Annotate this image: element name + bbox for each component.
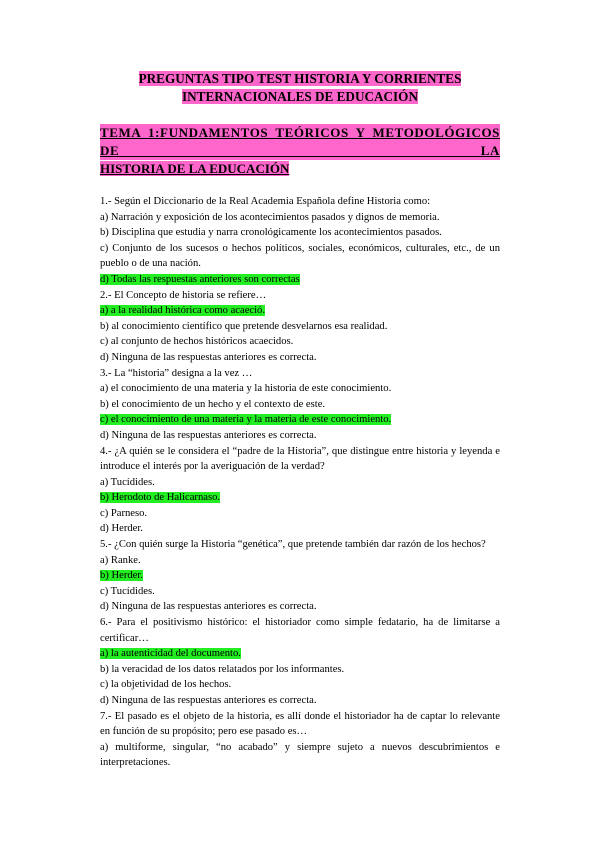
answer-option: a) Ranke. [100,554,141,566]
answer-option: b) al conocimiento científico que pretende desvelarnos esa realidad. [100,320,388,332]
answer-option-correct: d) Todas las respuestas anteriores son correctas [100,273,300,285]
answer-option: c) Tucídides. [100,585,155,597]
answer-option: a) Tucídides. [100,476,155,488]
document-title [100,70,500,106]
answer-option-correct: a) a la realidad histórica como acaeció. [100,305,265,317]
answer-option: c) Conjunto de los sucesos o hechos políticos, sociales, económicos, culturales, etc., de un pueblo o de una nación. [100,242,500,270]
answer-option: c) al conjunto de hechos históricos acaecidos. [100,336,294,348]
title-line-2: INTERNACIONALES DE EDUCACIÓN [182,89,418,104]
answer-option: d) Ninguna de las respuestas anteriores es correcta. [100,695,317,706]
answer-option: d) Ninguna de las respuestas anteriores es correcta. [100,351,317,363]
answer-option: b) la veracidad de los datos relatados por los informantes. [100,663,345,675]
question-list [100,194,500,771]
answer-option: c) Parneso. [100,507,148,519]
answer-option: d) Ninguna de las respuestas anteriores es correcta. [100,601,317,613]
answer-option: a) el conocimiento de una materia y la historia de este conocimiento. [100,383,392,395]
question-text: 6.- Para el positivismo histórico: el historiador como simple fedatario, ha de limitarse a certificar… [100,617,500,644]
answer-option-correct: b) Herder. [100,570,143,582]
section-heading-line-2: HISTORIA DE LA EDUCACIÓN [100,161,290,176]
document-page [100,70,500,771]
title-line-1: PREGUNTAS TIPO TEST HISTORIA Y CORRIENTES [138,71,462,86]
section-heading [100,124,500,178]
answer-option: b) el conocimiento de un hecho y el contexto de este. [100,398,326,410]
answer-option-correct: c) el conocimiento de una materia y la materia de este conocimiento. [100,414,392,426]
section-heading-line-1: TEMA 1:FUNDAMENTOS TEÓRICOS Y METODOLÓGICOS DE LA [100,125,500,158]
question-text: 3.- La “historia” designa a la vez … [100,367,253,379]
question-text: 1.- Según el Diccionario de la Real Academia Española define Historia como: [100,196,431,207]
answer-option: c) la objetividad de los hechos. [100,679,232,691]
question-text: 2.- El Concepto de historia se refiere… [100,289,267,301]
answer-option-correct: b) Herodoto de Halicarnaso. [100,492,221,504]
answer-option: a) multiforme, singular, “no acabado” y siempre sujeto a nuevos descubrimientos e interpretaciones. [100,741,500,769]
answer-option-correct: a) la autenticidad del documento. [100,648,241,660]
question-text: 7.- El pasado es el objeto de la historia, es allí donde el historiador ha de captar lo relevante en función de su propósito; pero ese pasado es… [100,710,500,738]
answer-option: d) Ninguna de las respuestas anteriores es correcta. [100,429,317,441]
question-text: 4.- ¿A quién se le considera el “padre de la Historia”, que distingue entre historia y leyenda e introduce el interés por la averiguación de la verdad? [100,445,500,473]
answer-option: a) Narración y exposición de los acontecimientos pasados y dignos de memoria. [100,211,440,223]
answer-option: b) Disciplina que estudia y narra cronológicamente los acontecimientos pasados. [100,227,442,239]
answer-option: d) Herder. [100,523,143,535]
question-text: 5.- ¿Con quién surge la Historia “genética”, que pretende también dar razón de los hechos? [100,539,486,551]
